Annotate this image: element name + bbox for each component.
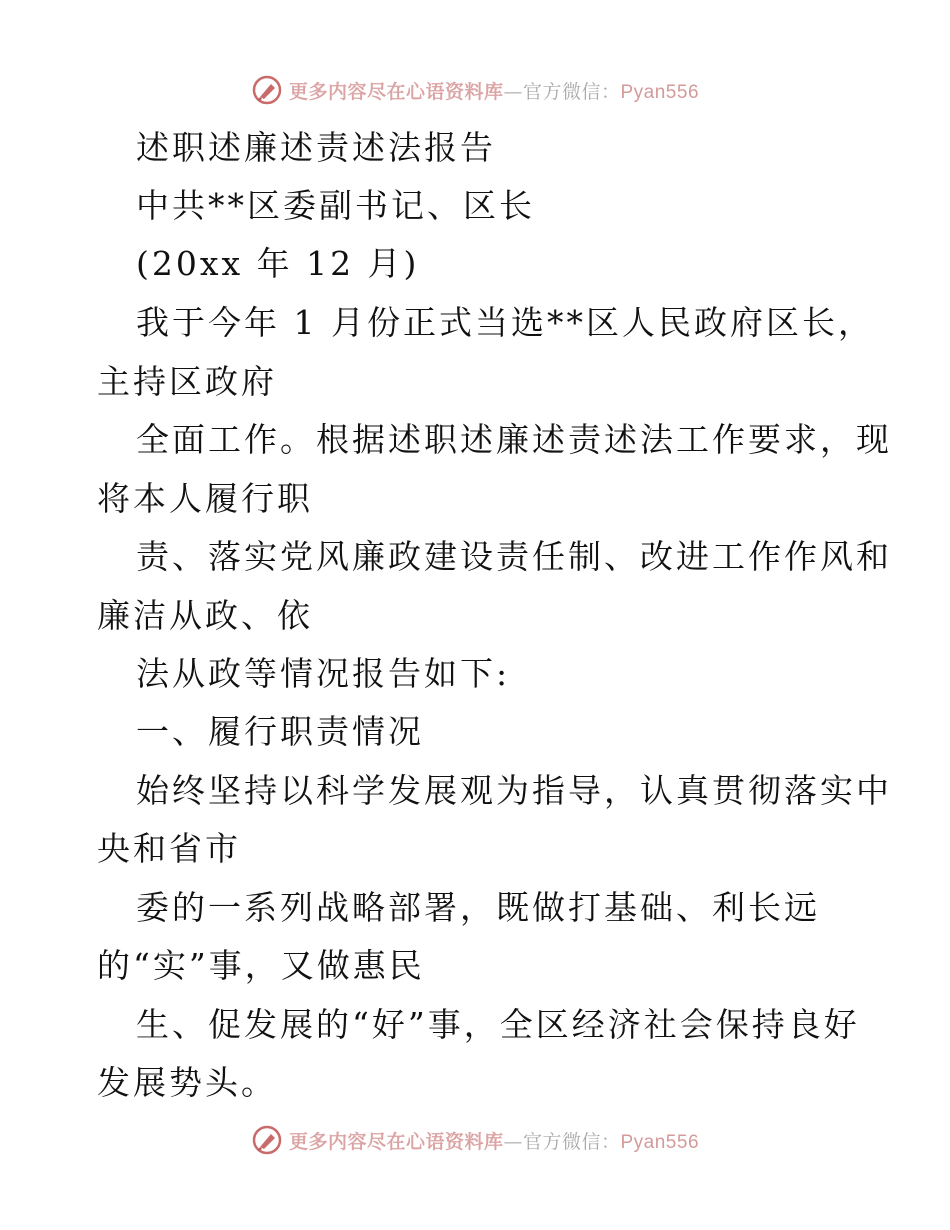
watermark-separator: — [503, 1130, 523, 1153]
paragraph-line: 廉洁从政、依 [97, 596, 313, 635]
watermark-text [289, 77, 699, 104]
paragraph-line: 央和省市 [97, 829, 241, 868]
paragraph-line: 我于今年 1 月份正式当选**区人民政府区长， [136, 303, 874, 342]
pen-nib-logo-icon [251, 1124, 283, 1156]
paragraph-line: 责、落实党风廉政建设责任制、改进工作作风和 [136, 537, 892, 576]
paragraph-line: 全面工作。根据述职述廉述责述法工作要求，现 [136, 420, 892, 459]
section-heading: 一、履行职责情况 [136, 712, 424, 751]
document-title: 述职述廉述责述法报告 [136, 128, 496, 167]
paragraph-line: 委的一系列战略部署，既做打基础、利长远 [136, 888, 820, 927]
watermark-header [0, 70, 950, 110]
watermark-footer [0, 1120, 950, 1160]
paragraph-line: 将本人履行职 [97, 479, 313, 518]
watermark-separator: — [503, 80, 523, 103]
watermark-main-text: 更多内容尽在心语资料库 [288, 1130, 504, 1153]
paragraph-line: 的“实”事，又做惠民 [97, 946, 425, 985]
watermark-id-text: Pyan556 [620, 1131, 700, 1153]
watermark-sub-text: 官方微信： [522, 1130, 621, 1153]
watermark-sub-text: 官方微信： [522, 80, 621, 103]
watermark-text [289, 1127, 699, 1154]
author-line: 中共**区委副书记、区长 [136, 186, 535, 225]
watermark-id-text: Pyan556 [620, 81, 700, 103]
paragraph-line: 发展势头。 [97, 1063, 277, 1102]
watermark-main-text: 更多内容尽在心语资料库 [288, 80, 504, 103]
paragraph-line: 法从政等情况报告如下: [136, 654, 511, 693]
pen-nib-logo-icon [251, 74, 283, 106]
paragraph-line: 主持区政府 [97, 362, 277, 401]
paragraph-line: 始终坚持以科学发展观为指导，认真贯彻落实中 [136, 771, 892, 810]
paragraph-line: 生、促发展的“好”事，全区经济社会保持良好 [136, 1005, 860, 1044]
date-line: (20xx 年 12 月) [136, 244, 420, 283]
